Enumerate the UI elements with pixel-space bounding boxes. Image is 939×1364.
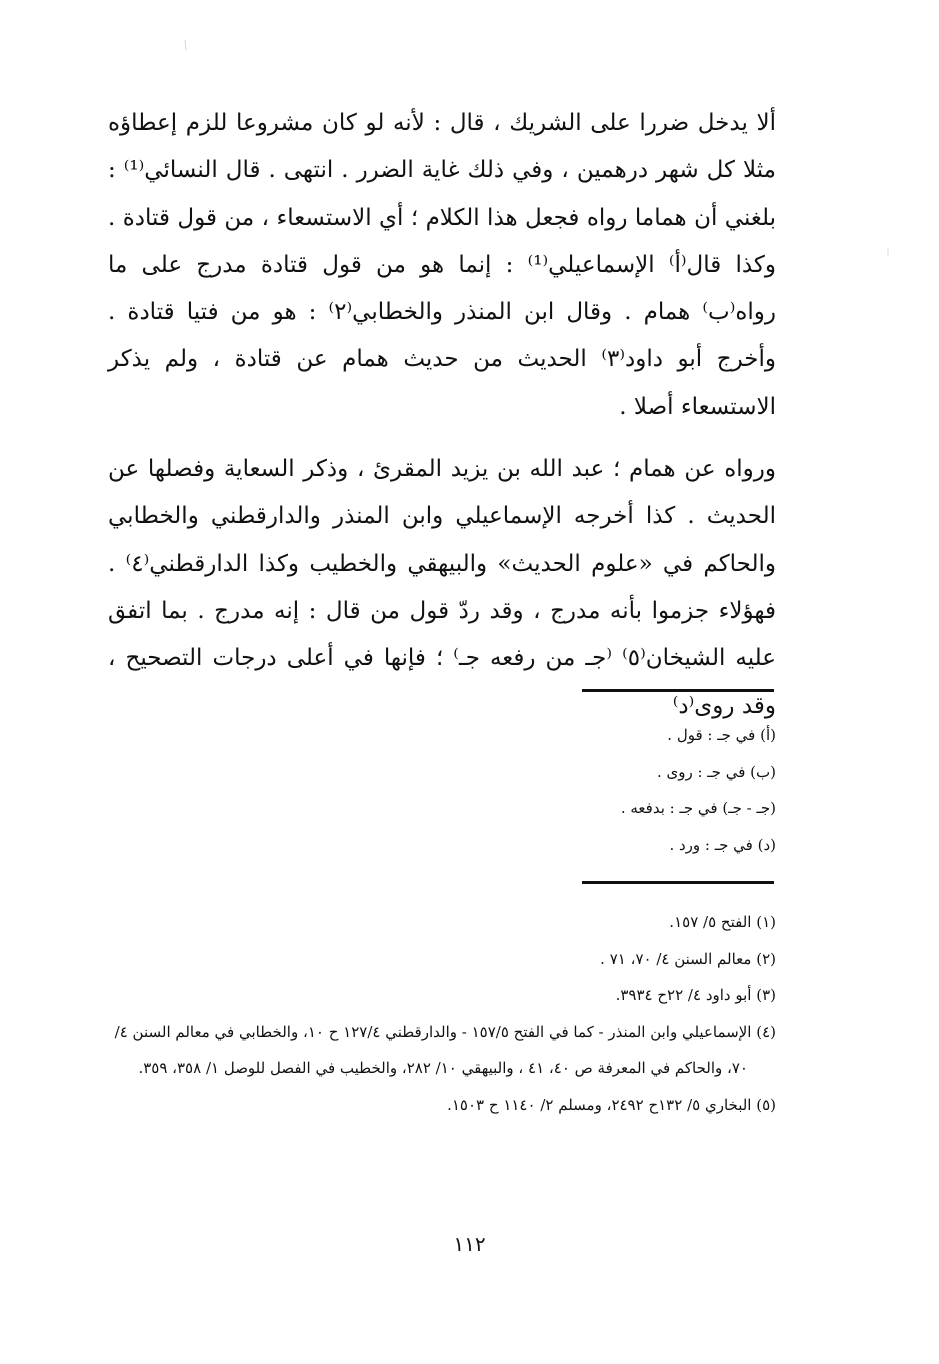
variant-note-a: (أ) في جـ : قول . (667, 726, 776, 744)
reference-note-3: (٣) أبو داود ٤/ ٢٢ح ٣٩٣٤. (615, 986, 776, 1004)
reference-note-2: (٢) معالم السنن ٤/ ٧٠، ٧١ . (600, 949, 776, 968)
footnote-separator-1 (582, 689, 774, 692)
page-number: ١١٢ (453, 1232, 486, 1256)
variant-notes (108, 717, 776, 863)
reference-note-1: (١) الفتح ٥/ ١٥٧. (669, 913, 776, 931)
reference-notes (108, 904, 776, 1123)
footnote-separator-2 (582, 881, 774, 884)
reference-note-5: (٥) البخاري ٥/ ١٣٢ح ٢٤٩٢، ومسلم ٢/ ١١٤٠ ح ١٥٠٣. (447, 1095, 776, 1114)
reference-note-4: (٤) الإسماعيلي وابن المنذر - كما في الفتح ١٥٧/٥ - والدارقطني ١٢٧/٤ ح ١٠، والخطابي في معالم السنن ٤/ ٧٠، والحاكم في المعرفة ص ٤٠، ٤١ ، والبيهقي ١٠/ ٢٨٢، والخطيب في الفصل للوصل ١/ ٣٥٨، ٣٥٩. (114, 1022, 776, 1077)
paragraph-2: ورواه عن همام ؛ عبد الله بن يزيد المقرئ ، وذكر السعاية وفصلها عن الحديث . كذا أخرجه الإسماعيلي وابن المنذر والدارقطني والخطابي والحاكم في «علوم الحديث» والبيهقي والخطيب وكذا الدارقطني⁽٤⁾ . فهؤلاء جزموا بأنه مدرج ، وقد ردّ قول من قال : إنه مدرج . بما اتفق عليه الشيخان⁽٥⁾ ⁽جـ من رفعه جـ⁾ ؛ فإنها في أعلى درجات التصحيح ، وقد روى⁽د⁾ (108, 456, 777, 719)
variant-note-d: (د) في جـ : ورد . (669, 835, 776, 854)
main-text (108, 100, 776, 730)
variant-note-b: (ب) في جـ : روى . (656, 762, 776, 781)
variant-note-j: (جـ - جـ) في جـ : بدفعه . (620, 799, 776, 817)
paragraph-1: ألا يدخل ضررا على الشريك ، قال : لأنه لو كان مشروعا للزم إعطاؤه مثلا كل شهر درهمين ، وفي ذلك غاية الضرر . انتهى . قال النسائي⁽¹⁾ : بلغني أن هماما رواه فجعل هذا الكلام ؛ أي الاستسعاء ، من قول قتادة . وكذا قال⁽أ⁾ الإسماعيلي⁽¹⁾ : إنما هو من قول قتادة مدرج على ما رواه⁽ب⁾ همام . وقال ابن المنذر والخطابي⁽٢⁾ : هو من فتيا قتادة . وأخرج أبو داود⁽٣⁾ الحديث من حديث همام عن قتادة ، ولم يذكر الاستسعاء أصلا . (108, 110, 776, 420)
